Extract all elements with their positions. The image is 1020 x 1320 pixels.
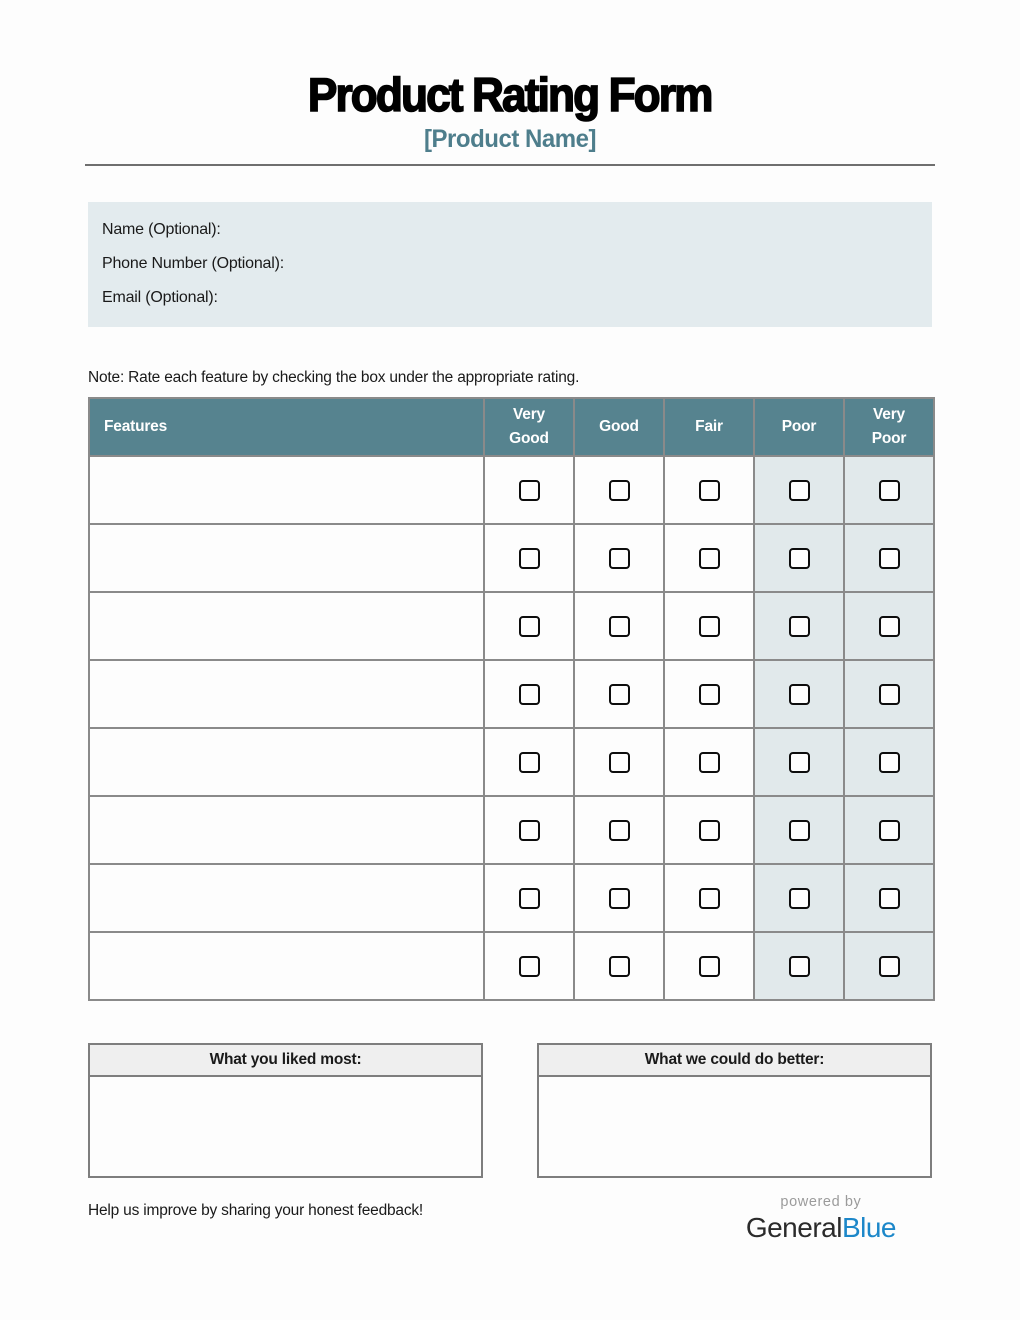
feature-name-cell-6[interactable] (89, 796, 484, 864)
rating-cell-fair (664, 864, 754, 932)
rating-cell-fair (664, 524, 754, 592)
checkbox-row5-good[interactable] (609, 752, 630, 773)
contact-row-email (102, 281, 918, 315)
feature-name-cell-4[interactable] (89, 660, 484, 728)
checkbox-row3-fair[interactable] (699, 616, 720, 637)
feature-row-8 (89, 932, 934, 1000)
contact-info-box (88, 202, 932, 327)
rating-cell-good (574, 660, 664, 728)
feature-row-7 (89, 864, 934, 932)
rating-instructions-note: Note: Rate each feature by checking the box under the appropriate rating. (88, 369, 580, 387)
column-header-poor: Poor (754, 398, 844, 456)
checkbox-row8-poor[interactable] (789, 956, 810, 977)
liked-most-input[interactable] (90, 1077, 481, 1176)
rating-cell-poor (754, 524, 844, 592)
rating-cell-very-poor (844, 932, 934, 1000)
rating-cell-very-poor (844, 660, 934, 728)
feature-row-3 (89, 592, 934, 660)
rating-cell-good (574, 728, 664, 796)
feature-row-4 (89, 660, 934, 728)
checkbox-row6-very-good[interactable] (519, 820, 540, 841)
rating-cell-fair (664, 728, 754, 796)
rating-cell-very-good (484, 660, 574, 728)
checkbox-row4-fair[interactable] (699, 684, 720, 705)
name-label: Name (Optional): (102, 221, 221, 239)
checkbox-row7-very-poor[interactable] (879, 888, 900, 909)
generalblue-logo (746, 1212, 896, 1244)
page-title: Product Rating Form (308, 68, 712, 121)
could-do-better-box (537, 1043, 932, 1178)
rating-cell-very-poor (844, 592, 934, 660)
rating-cell-poor (754, 796, 844, 864)
rating-cell-very-poor (844, 864, 934, 932)
email-field[interactable] (222, 289, 522, 307)
checkbox-row4-good[interactable] (609, 684, 630, 705)
rating-cell-very-poor (844, 456, 934, 524)
rating-cell-fair (664, 592, 754, 660)
checkbox-row5-very-good[interactable] (519, 752, 540, 773)
could-do-better-input[interactable] (539, 1077, 930, 1176)
footer-message: Help us improve by sharing your honest feedback! (88, 1202, 424, 1220)
name-field[interactable] (225, 221, 525, 239)
rating-cell-good (574, 592, 664, 660)
checkbox-row7-poor[interactable] (789, 888, 810, 909)
rating-cell-very-poor (844, 796, 934, 864)
checkbox-row6-poor[interactable] (789, 820, 810, 841)
rating-cell-fair (664, 796, 754, 864)
feature-row-2 (89, 524, 934, 592)
checkbox-row3-poor[interactable] (789, 616, 810, 637)
feature-name-cell-1[interactable] (89, 456, 484, 524)
liked-most-box (88, 1043, 483, 1178)
checkbox-row8-fair[interactable] (699, 956, 720, 977)
phone-label: Phone Number (Optional): (102, 255, 284, 273)
feature-row-1 (89, 456, 934, 524)
checkbox-row4-very-good[interactable] (519, 684, 540, 705)
checkbox-row1-poor[interactable] (789, 480, 810, 501)
generalblue-branding (746, 1194, 932, 1244)
checkbox-row8-good[interactable] (609, 956, 630, 977)
contact-row-name (102, 213, 918, 247)
rating-cell-fair (664, 932, 754, 1000)
rating-cell-poor (754, 592, 844, 660)
checkbox-row1-very-poor[interactable] (879, 480, 900, 501)
column-header-very-poor: Very Poor (844, 398, 934, 456)
checkbox-row2-very-poor[interactable] (879, 548, 900, 569)
checkbox-row5-poor[interactable] (789, 752, 810, 773)
product-rating-form-page (0, 0, 1020, 154)
could-do-better-title: What we could do better: (539, 1045, 930, 1077)
column-header-very-good: Very Good (484, 398, 574, 456)
rating-cell-very-good (484, 864, 574, 932)
column-header-features: Features (89, 398, 484, 456)
powered-by-text: powered by (780, 1194, 862, 1211)
feature-row-6 (89, 796, 934, 864)
checkbox-row8-very-good[interactable] (519, 956, 540, 977)
rating-cell-poor (754, 728, 844, 796)
checkbox-row3-very-good[interactable] (519, 616, 540, 637)
contact-row-phone (102, 247, 918, 281)
rating-cell-very-good (484, 796, 574, 864)
rating-cell-very-poor (844, 728, 934, 796)
rating-cell-very-good (484, 932, 574, 1000)
feature-row-5 (89, 728, 934, 796)
email-label: Email (Optional): (102, 289, 218, 307)
checkbox-row1-fair[interactable] (699, 480, 720, 501)
rating-cell-good (574, 796, 664, 864)
feature-name-cell-3[interactable] (89, 592, 484, 660)
checkbox-row3-very-poor[interactable] (879, 616, 900, 637)
feature-name-cell-7[interactable] (89, 864, 484, 932)
column-header-fair: Fair (664, 398, 754, 456)
brand-general-text: General (745, 1211, 842, 1243)
checkbox-row2-very-good[interactable] (519, 548, 540, 569)
rating-cell-poor (754, 932, 844, 1000)
rating-cell-poor (754, 456, 844, 524)
document-header (88, 0, 932, 154)
checkbox-row4-poor[interactable] (789, 684, 810, 705)
rating-cell-very-good (484, 592, 574, 660)
checkbox-row2-fair[interactable] (699, 548, 720, 569)
ratings-table (88, 397, 935, 1001)
rating-cell-poor (754, 660, 844, 728)
checkbox-row5-fair[interactable] (699, 752, 720, 773)
rating-cell-poor (754, 864, 844, 932)
checkbox-row2-good[interactable] (609, 548, 630, 569)
checkbox-row2-poor[interactable] (789, 548, 810, 569)
rating-cell-good (574, 864, 664, 932)
rating-cell-good (574, 456, 664, 524)
rating-cell-very-poor (844, 524, 934, 592)
product-name-placeholder: [Product Name] (424, 125, 596, 154)
rating-cell-fair (664, 456, 754, 524)
checkbox-row4-very-poor[interactable] (879, 684, 900, 705)
checkbox-row7-fair[interactable] (699, 888, 720, 909)
rating-cell-very-good (484, 728, 574, 796)
checkbox-row8-very-poor[interactable] (879, 956, 900, 977)
checkbox-row7-very-good[interactable] (519, 888, 540, 909)
comments-section (88, 1043, 932, 1178)
feature-name-cell-5[interactable] (89, 728, 484, 796)
checkbox-row3-good[interactable] (609, 616, 630, 637)
ratings-header-row (89, 398, 934, 456)
page-footer (88, 1194, 932, 1244)
title-divider (85, 164, 935, 166)
rating-cell-very-good (484, 524, 574, 592)
liked-most-title: What you liked most: (90, 1045, 481, 1077)
rating-cell-fair (664, 660, 754, 728)
checkbox-row6-fair[interactable] (699, 820, 720, 841)
checkbox-row6-good[interactable] (609, 820, 630, 841)
checkbox-row1-very-good[interactable] (519, 480, 540, 501)
rating-cell-very-good (484, 456, 574, 524)
checkbox-row7-good[interactable] (609, 888, 630, 909)
checkbox-row5-very-poor[interactable] (879, 752, 900, 773)
rating-cell-good (574, 932, 664, 1000)
checkbox-row6-very-poor[interactable] (879, 820, 900, 841)
feature-name-cell-8[interactable] (89, 932, 484, 1000)
phone-field[interactable] (288, 255, 588, 273)
feature-name-cell-2[interactable] (89, 524, 484, 592)
rating-cell-good (574, 524, 664, 592)
column-header-good: Good (574, 398, 664, 456)
checkbox-row1-good[interactable] (609, 480, 630, 501)
brand-blue-text: Blue (841, 1211, 896, 1243)
